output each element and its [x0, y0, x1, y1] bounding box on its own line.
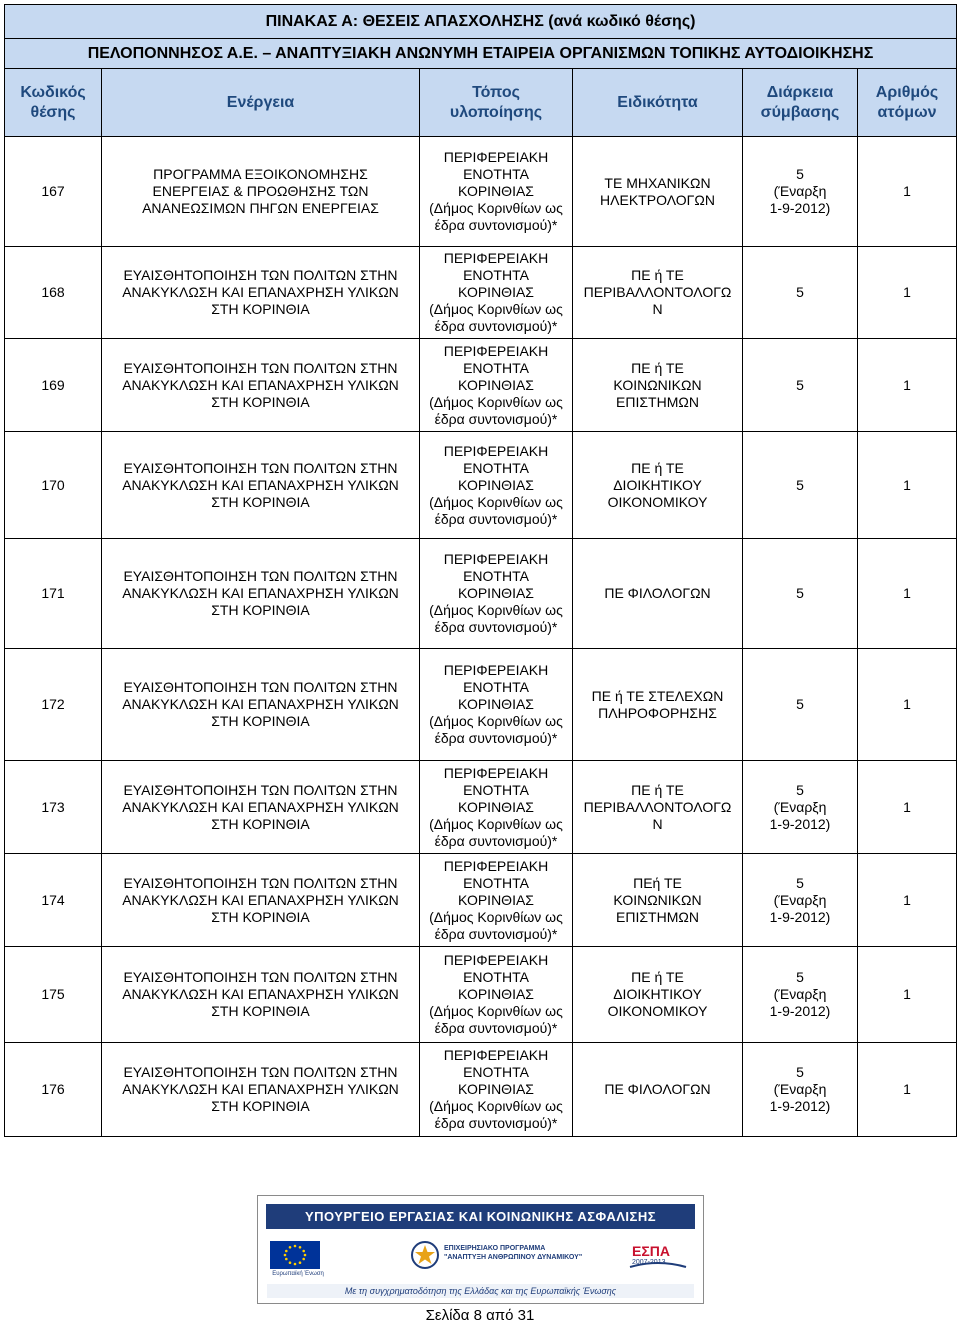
- table-row: [5, 432, 957, 539]
- cell-specialty: ΠΕ ή ΤΕ ΚΟΙΝΩΝΙΚΩΝ ΕΠΙΣΤΗΜΩΝ: [573, 339, 743, 432]
- table-row: [5, 137, 957, 247]
- cell-code: 167: [5, 137, 102, 247]
- ministry-banner: ΥΠΟΥΡΓΕΙΟ ΕΡΓΑΣΙΑΣ ΚΑΙ ΚΟΙΝΩΝΙΚΗΣ ΑΣΦΑΛΙΣΗΣ: [266, 1204, 695, 1229]
- cell-people: 1: [858, 947, 957, 1043]
- table-row: [5, 539, 957, 649]
- cell-location: ΠΕΡΙΦΕΡΕΙΑΚΗ ΕΝΟΤΗΤΑ ΚΟΡΙΝΘΙΑΣ (Δήμος Κορινθίων ως έδρα συντονισμού)*: [420, 137, 573, 247]
- table-row: [5, 854, 957, 947]
- cell-code: 171: [5, 539, 102, 649]
- cell-action: ΕΥΑΙΣΘΗΤΟΠΟΙΗΣΗ ΤΩΝ ΠΟΛΙΤΩΝ ΣΤΗΝ ΑΝΑΚΥΚΛΩΣΗ ΚΑΙ ΕΠΑΝΑΧΡΗΣΗ ΥΛΙΚΩΝ ΣΤΗ ΚΟΡΙΝΘΙΑ: [102, 432, 420, 539]
- header-action: Ενέργεια: [102, 69, 420, 137]
- cell-people: 1: [858, 649, 957, 761]
- cell-action: ΕΥΑΙΣΘΗΤΟΠΟΙΗΣΗ ΤΩΝ ΠΟΛΙΤΩΝ ΣΤΗΝ ΑΝΑΚΥΚΛΩΣΗ ΚΑΙ ΕΠΑΝΑΧΡΗΣΗ ΥΛΙΚΩΝ ΣΤΗ ΚΟΡΙΝΘΙΑ: [102, 1043, 420, 1137]
- cell-location: ΠΕΡΙΦΕΡΕΙΑΚΗ ΕΝΟΤΗΤΑ ΚΟΡΙΝΘΙΑΣ (Δήμος Κορινθίων ως έδρα συντονισμού)*: [420, 854, 573, 947]
- cell-duration: 5: [743, 339, 858, 432]
- cell-action: ΕΥΑΙΣΘΗΤΟΠΟΙΗΣΗ ΤΩΝ ΠΟΛΙΤΩΝ ΣΤΗΝ ΑΝΑΚΥΚΛΩΣΗ ΚΑΙ ΕΠΑΝΑΧΡΗΣΗ ΥΛΙΚΩΝ ΣΤΗ ΚΟΡΙΝΘΙΑ: [102, 339, 420, 432]
- cell-code: 175: [5, 947, 102, 1043]
- cell-people: 1: [858, 137, 957, 247]
- cell-code: 168: [5, 247, 102, 339]
- cell-action: ΕΥΑΙΣΘΗΤΟΠΟΙΗΣΗ ΤΩΝ ΠΟΛΙΤΩΝ ΣΤΗΝ ΑΝΑΚΥΚΛΩΣΗ ΚΑΙ ΕΠΑΝΑΧΡΗΣΗ ΥΛΙΚΩΝ ΣΤΗ ΚΟΡΙΝΘΙΑ: [102, 947, 420, 1043]
- table-row: [5, 339, 957, 432]
- organization-name: ΠΕΛΟΠΟΝΝΗΣΟΣ Α.Ε. – ΑΝΑΠΤΥΞΙΑΚΗ ΑΝΩΝΥΜΗ ΕΤΑΙΡΕΙΑ ΟΡΓΑΝΙΣΜΩΝ ΤΟΠΙΚΗΣ ΑΥΤΟΔΙΟΙΚΗΣΗΣ: [5, 39, 957, 69]
- cell-code: 173: [5, 761, 102, 854]
- cell-specialty: ΠΕή ΤΕ ΚΟΙΝΩΝΙΚΩΝ ΕΠΙΣΤΗΜΩΝ: [573, 854, 743, 947]
- table-row: [5, 247, 957, 339]
- table-title-row: [5, 5, 957, 39]
- table-row: [5, 761, 957, 854]
- header-people: Αριθμός ατόμων: [858, 69, 957, 137]
- cell-action: ΕΥΑΙΣΘΗΤΟΠΟΙΗΣΗ ΤΩΝ ΠΟΛΙΤΩΝ ΣΤΗΝ ΑΝΑΚΥΚΛΩΣΗ ΚΑΙ ΕΠΑΝΑΧΡΗΣΗ ΥΛΙΚΩΝ ΣΤΗ ΚΟΡΙΝΘΙΑ: [102, 649, 420, 761]
- table-row: [5, 1043, 957, 1137]
- column-header-row: [5, 69, 957, 137]
- cell-duration: 5 (Έναρξη 1-9-2012): [743, 947, 858, 1043]
- cell-location: ΠΕΡΙΦΕΡΕΙΑΚΗ ΕΝΟΤΗΤΑ ΚΟΡΙΝΘΙΑΣ (Δήμος Κορινθίων ως έδρα συντονισμού)*: [420, 1043, 573, 1137]
- cell-people: 1: [858, 854, 957, 947]
- cell-duration: 5 (Έναρξη 1-9-2012): [743, 761, 858, 854]
- cell-specialty: ΠΕ ΦΙΛΟΛΟΓΩΝ: [573, 539, 743, 649]
- cell-code: 176: [5, 1043, 102, 1137]
- espa-label: ΕΣΠΑ: [632, 1243, 670, 1259]
- cell-location: ΠΕΡΙΦΕΡΕΙΑΚΗ ΕΝΟΤΗΤΑ ΚΟΡΙΝΘΙΑΣ (Δήμος Κορινθίων ως έδρα συντονισμού)*: [420, 947, 573, 1043]
- program-emblem-icon: [410, 1240, 440, 1270]
- cell-location: ΠΕΡΙΦΕΡΕΙΑΚΗ ΕΝΟΤΗΤΑ ΚΟΡΙΝΘΙΑΣ (Δήμος Κορινθίων ως έδρα συντονισμού)*: [420, 339, 573, 432]
- cell-duration: 5: [743, 247, 858, 339]
- cell-people: 1: [858, 432, 957, 539]
- cell-duration: 5: [743, 539, 858, 649]
- cell-location: ΠΕΡΙΦΕΡΕΙΑΚΗ ΕΝΟΤΗΤΑ ΚΟΡΙΝΘΙΑΣ (Δήμος Κορινθίων ως έδρα συντονισμού)*: [420, 649, 573, 761]
- eu-flag-icon: [270, 1241, 320, 1269]
- table-row: [5, 649, 957, 761]
- cell-specialty: ΠΕ ή ΤΕ ΠΕΡΙΒΑΛΛΟΝΤΟΛΟΓΩ Ν: [573, 761, 743, 854]
- co-funding-note: Με τη συγχρηματοδότηση της Ελλάδας και της Ευρωπαϊκής Ένωσης: [267, 1284, 694, 1298]
- cell-people: 1: [858, 539, 957, 649]
- cell-duration: 5: [743, 432, 858, 539]
- header-duration: Διάρκεια σύμβασης: [743, 69, 858, 137]
- organization-row: [5, 39, 957, 69]
- cell-specialty: ΠΕ ή ΤΕ ΔΙΟΙΚΗΤΙΚΟΥ ΟΙΚΟΝΟΜΙΚΟΥ: [573, 432, 743, 539]
- cell-duration: 5 (Έναρξη 1-9-2012): [743, 137, 858, 247]
- cell-people: 1: [858, 761, 957, 854]
- cell-specialty: ΠΕ ή ΤΕ ΠΕΡΙΒΑΛΛΟΝΤΟΛΟΓΩ Ν: [573, 247, 743, 339]
- cell-specialty: ΠΕ ή ΤΕ ΔΙΟΙΚΗΤΙΚΟΥ ΟΙΚΟΝΟΜΙΚΟΥ: [573, 947, 743, 1043]
- cell-action: ΕΥΑΙΣΘΗΤΟΠΟΙΗΣΗ ΤΩΝ ΠΟΛΙΤΩΝ ΣΤΗΝ ΑΝΑΚΥΚΛΩΣΗ ΚΑΙ ΕΠΑΝΑΧΡΗΣΗ ΥΛΙΚΩΝ ΣΤΗ ΚΟΡΙΝΘΙΑ: [102, 247, 420, 339]
- cell-action: ΕΥΑΙΣΘΗΤΟΠΟΙΗΣΗ ΤΩΝ ΠΟΛΙΤΩΝ ΣΤΗΝ ΑΝΑΚΥΚΛΩΣΗ ΚΑΙ ΕΠΑΝΑΧΡΗΣΗ ΥΛΙΚΩΝ ΣΤΗ ΚΟΡΙΝΘΙΑ: [102, 761, 420, 854]
- cell-specialty: ΠΕ ΦΙΛΟΛΟΓΩΝ: [573, 1043, 743, 1137]
- cell-people: 1: [858, 1043, 957, 1137]
- program-name: ΕΠΙΧΕΙΡΗΣΙΑΚΟ ΠΡΟΓΡΑΜΜΑ "ΑΝΑΠΤΥΞΗ ΑΝΘΡΩΠΙΝΟΥ ΔΥΝΑΜΙΚΟΥ": [444, 1245, 583, 1261]
- cell-specialty: ΠΕ ή ΤΕ ΣΤΕΛΕΧΩΝ ΠΛΗΡΟΦΟΡΗΣΗΣ: [573, 649, 743, 761]
- cell-people: 1: [858, 339, 957, 432]
- cell-people: 1: [858, 247, 957, 339]
- header-code: Κωδικός θέσης: [5, 69, 102, 137]
- cell-code: 170: [5, 432, 102, 539]
- cell-location: ΠΕΡΙΦΕΡΕΙΑΚΗ ΕΝΟΤΗΤΑ ΚΟΡΙΝΘΙΑΣ (Δήμος Κορινθίων ως έδρα συντονισμού)*: [420, 539, 573, 649]
- cell-code: 172: [5, 649, 102, 761]
- cell-duration: 5: [743, 649, 858, 761]
- positions-table: [4, 4, 957, 1137]
- cell-code: 174: [5, 854, 102, 947]
- page-number: Σελίδα 8 από 31: [425, 1307, 535, 1324]
- cell-code: 169: [5, 339, 102, 432]
- positions-table-body: [5, 5, 957, 1137]
- table-title: ΠΙΝΑΚΑΣ Α: ΘΕΣΕΙΣ ΑΠΑΣΧΟΛΗΣΗΣ (ανά κωδικό θέσης): [5, 5, 957, 39]
- cell-location: ΠΕΡΙΦΕΡΕΙΑΚΗ ΕΝΟΤΗΤΑ ΚΟΡΙΝΘΙΑΣ (Δήμος Κορινθίων ως έδρα συντονισμού)*: [420, 432, 573, 539]
- cell-location: ΠΕΡΙΦΕΡΕΙΑΚΗ ΕΝΟΤΗΤΑ ΚΟΡΙΝΘΙΑΣ (Δήμος Κορινθίων ως έδρα συντονισμού)*: [420, 761, 573, 854]
- cell-action: ΠΡΟΓΡΑΜΜΑ ΕΞΟΙΚΟΝΟΜΗΣΗΣ ΕΝΕΡΓΕΙΑΣ & ΠΡΟΩΘΗΣΗΣ ΤΩΝ ΑΝΑΝΕΩΣΙΜΩΝ ΠΗΓΩΝ ΕΝΕΡΓΕΙΑΣ: [102, 137, 420, 247]
- cell-specialty: ΤΕ ΜΗΧΑΝΙΚΩΝ ΗΛΕΚΤΡΟΛΟΓΩΝ: [573, 137, 743, 247]
- table-row: [5, 947, 957, 1043]
- cell-action: ΕΥΑΙΣΘΗΤΟΠΟΙΗΣΗ ΤΩΝ ΠΟΛΙΤΩΝ ΣΤΗΝ ΑΝΑΚΥΚΛΩΣΗ ΚΑΙ ΕΠΑΝΑΧΡΗΣΗ ΥΛΙΚΩΝ ΣΤΗ ΚΟΡΙΝΘΙΑ: [102, 854, 420, 947]
- header-specialty: Ειδικότητα: [573, 69, 743, 137]
- eu-caption: Ευρωπαϊκή Ένωση: [272, 1271, 324, 1277]
- espa-years: 2007-2013: [632, 1259, 666, 1266]
- cell-action: ΕΥΑΙΣΘΗΤΟΠΟΙΗΣΗ ΤΩΝ ΠΟΛΙΤΩΝ ΣΤΗΝ ΑΝΑΚΥΚΛΩΣΗ ΚΑΙ ΕΠΑΝΑΧΡΗΣΗ ΥΛΙΚΩΝ ΣΤΗ ΚΟΡΙΝΘΙΑ: [102, 539, 420, 649]
- cell-location: ΠΕΡΙΦΕΡΕΙΑΚΗ ΕΝΟΤΗΤΑ ΚΟΡΙΝΘΙΑΣ (Δήμος Κορινθίων ως έδρα συντονισμού)*: [420, 247, 573, 339]
- header-location: Τόπος υλοποίησης: [420, 69, 573, 137]
- cell-duration: 5 (Έναρξη 1-9-2012): [743, 854, 858, 947]
- cell-duration: 5 (Έναρξη 1-9-2012): [743, 1043, 858, 1137]
